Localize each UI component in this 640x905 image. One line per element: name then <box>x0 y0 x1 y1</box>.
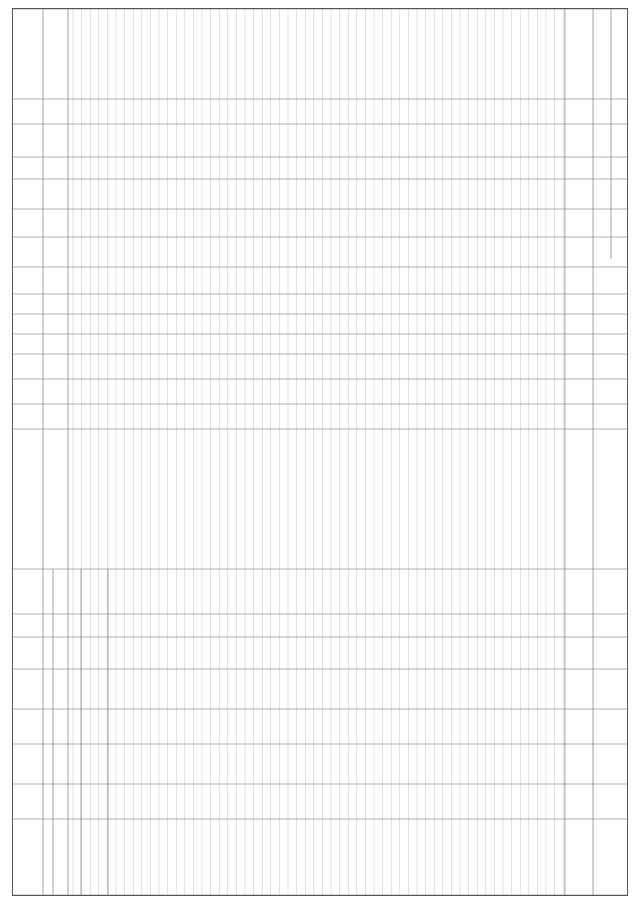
form-grid <box>13 9 627 895</box>
document-sheet <box>12 8 628 896</box>
